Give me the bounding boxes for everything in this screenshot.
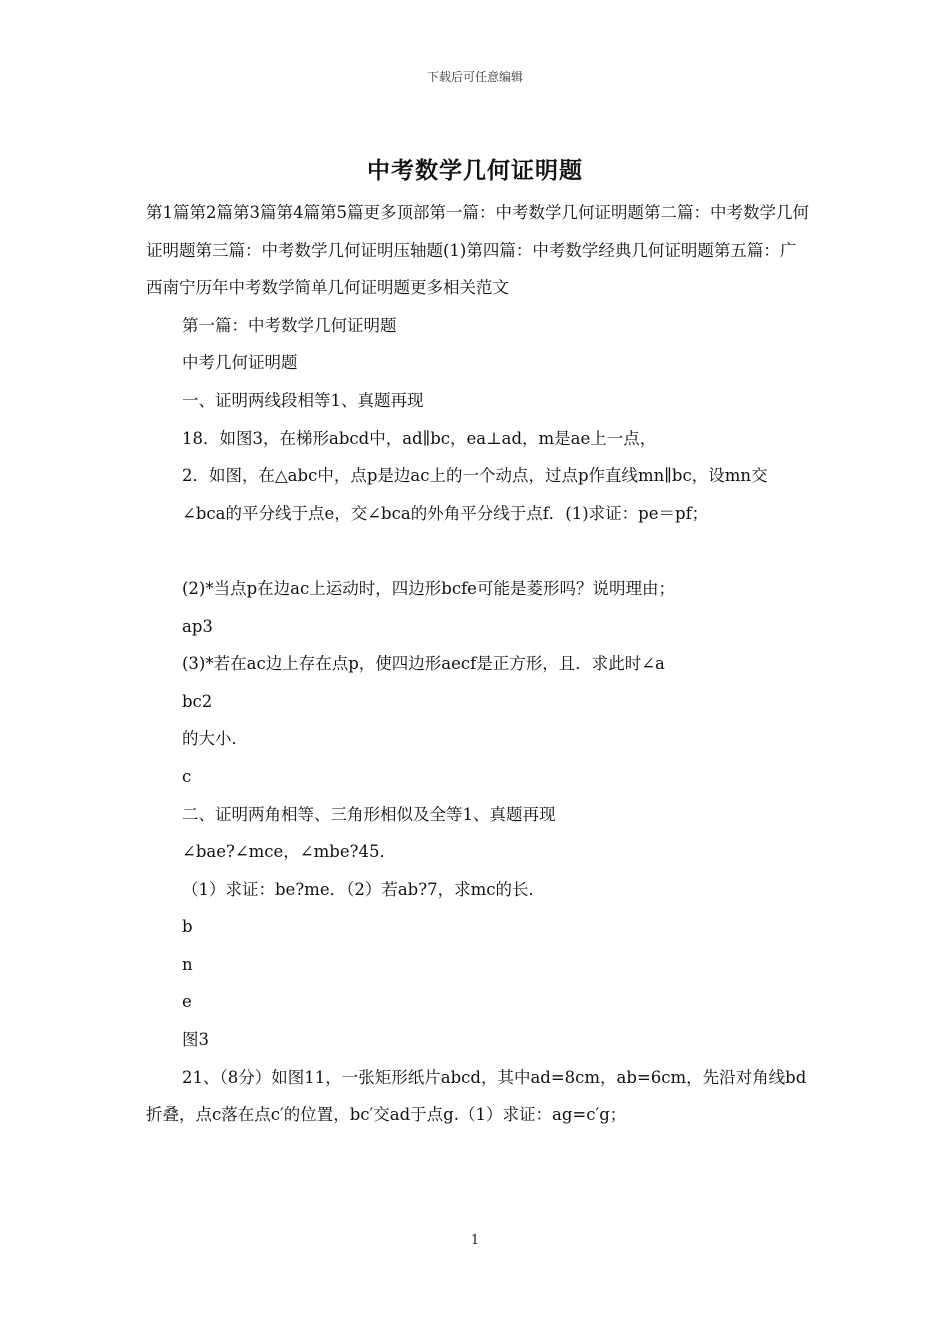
fragment-text: b	[182, 917, 193, 937]
toc-paragraph: 第1篇第2篇第3篇第4篇第5篇更多顶部第一篇：中考数学几何证明题第二篇：中考数学几何证明题第三篇：中考数学几何证明压轴题(1)第四篇：中考数学经典几何证明题第五篇：广西南宁历年中考数学简单几何证明题更多相关范文	[146, 203, 809, 298]
problem-text: ∠bae?∠mce，∠mbe?45．	[182, 842, 396, 862]
section-heading: 一、证明两线段相等1、真题再现	[182, 390, 424, 410]
page-number: 1	[470, 1233, 480, 1248]
fragment-text: ap3	[182, 616, 213, 636]
fragment-text: bc2	[182, 691, 213, 711]
page-header: 下载后可任意编辑	[426, 70, 523, 84]
fragment-text: e	[182, 992, 192, 1012]
section-heading: 第一篇：中考数学几何证明题	[182, 315, 397, 335]
problem-text: 18．如图3，在梯形abcd中，ad∥bc，ea⊥ad，m是ae上一点，	[182, 428, 657, 448]
problem-text: (2)*当点p在边ac上运动时，四边形bcfe可能是菱形吗？说明理由；	[182, 578, 675, 598]
figure-label: 图3	[182, 1030, 209, 1050]
blank-line	[146, 532, 810, 570]
document-title: 中考数学几何证明题	[367, 157, 583, 184]
subtitle: 中考几何证明题	[182, 353, 298, 373]
problem-text: 2．如图，在△abc中，点p是边ac上的一个动点，过点p作直线mn∥bc，设mn交	[182, 466, 768, 486]
problem-text: （1）求证：be?me．（2）若ab?7，求mc的长．	[182, 879, 545, 899]
problem-text: ∠bca的平分线于点e，交∠bca的外角平分线于点f．(1)求证：pe＝pf；	[182, 503, 709, 523]
fragment-text: 的大小．	[182, 729, 248, 749]
problem-text: (3)*若在ac边上存在点p，使四边形aecf是正方形，且．求此时∠a	[182, 654, 665, 674]
fragment-text: c	[182, 766, 192, 786]
document-body	[146, 194, 810, 1134]
fragment-text: n	[182, 954, 193, 974]
problem-text: 21、（8分）如图11，一张矩形纸片abcd，其中ad=8cm，ab=6cm，先沿对角线bd折叠，点c落在点c′的位置，bc′交ad于点g.（1）求证：ag=c′g；	[146, 1067, 807, 1125]
section-heading: 二、证明两角相等、三角形相似及全等1、真题再现	[182, 804, 556, 824]
